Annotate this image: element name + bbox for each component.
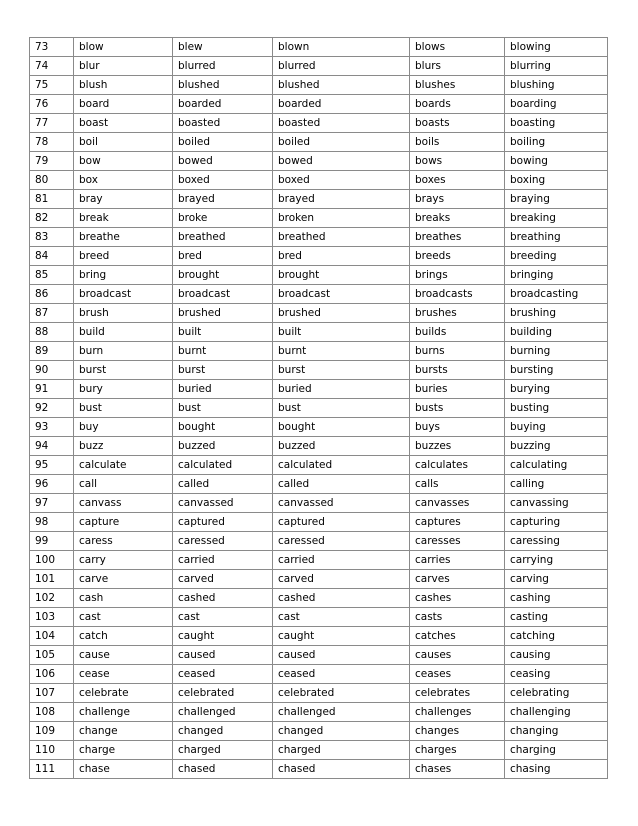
row-number-cell: 75 — [30, 76, 74, 95]
table-row — [30, 532, 608, 551]
past-simple-cell: canvassed — [173, 494, 273, 513]
row-number-cell: 110 — [30, 741, 74, 760]
third-person-cell: chases — [410, 760, 505, 779]
table-row — [30, 494, 608, 513]
present-participle-cell: calling — [505, 475, 608, 494]
third-person-cell: calculates — [410, 456, 505, 475]
third-person-cell: carves — [410, 570, 505, 589]
row-number-cell: 97 — [30, 494, 74, 513]
past-participle-cell: carved — [273, 570, 410, 589]
table-row — [30, 475, 608, 494]
base-form-cell: change — [74, 722, 173, 741]
table-row — [30, 399, 608, 418]
row-number-cell: 93 — [30, 418, 74, 437]
table-row — [30, 152, 608, 171]
table-row — [30, 418, 608, 437]
base-form-cell: burn — [74, 342, 173, 361]
third-person-cell: brings — [410, 266, 505, 285]
base-form-cell: carve — [74, 570, 173, 589]
past-participle-cell: changed — [273, 722, 410, 741]
present-participle-cell: buzzing — [505, 437, 608, 456]
past-simple-cell: buried — [173, 380, 273, 399]
past-simple-cell: burst — [173, 361, 273, 380]
past-simple-cell: boiled — [173, 133, 273, 152]
present-participle-cell: building — [505, 323, 608, 342]
base-form-cell: break — [74, 209, 173, 228]
row-number-cell: 94 — [30, 437, 74, 456]
past-participle-cell: caused — [273, 646, 410, 665]
third-person-cell: broadcasts — [410, 285, 505, 304]
past-simple-cell: blew — [173, 38, 273, 57]
past-participle-cell: buzzed — [273, 437, 410, 456]
base-form-cell: canvass — [74, 494, 173, 513]
base-form-cell: breathe — [74, 228, 173, 247]
past-simple-cell: bred — [173, 247, 273, 266]
third-person-cell: charges — [410, 741, 505, 760]
past-participle-cell: ceased — [273, 665, 410, 684]
row-number-cell: 107 — [30, 684, 74, 703]
base-form-cell: brush — [74, 304, 173, 323]
past-simple-cell: bought — [173, 418, 273, 437]
present-participle-cell: boarding — [505, 95, 608, 114]
table-row — [30, 76, 608, 95]
past-participle-cell: captured — [273, 513, 410, 532]
past-simple-cell: caught — [173, 627, 273, 646]
present-participle-cell: bowing — [505, 152, 608, 171]
third-person-cell: carries — [410, 551, 505, 570]
row-number-cell: 91 — [30, 380, 74, 399]
row-number-cell: 82 — [30, 209, 74, 228]
past-simple-cell: challenged — [173, 703, 273, 722]
present-participle-cell: carrying — [505, 551, 608, 570]
present-participle-cell: braying — [505, 190, 608, 209]
past-simple-cell: caressed — [173, 532, 273, 551]
past-participle-cell: breathed — [273, 228, 410, 247]
row-number-cell: 85 — [30, 266, 74, 285]
base-form-cell: bury — [74, 380, 173, 399]
past-participle-cell: cast — [273, 608, 410, 627]
table-row — [30, 133, 608, 152]
past-simple-cell: bust — [173, 399, 273, 418]
third-person-cell: blushes — [410, 76, 505, 95]
present-participle-cell: changing — [505, 722, 608, 741]
third-person-cell: brays — [410, 190, 505, 209]
past-participle-cell: brushed — [273, 304, 410, 323]
base-form-cell: buzz — [74, 437, 173, 456]
present-participle-cell: burning — [505, 342, 608, 361]
table-row — [30, 209, 608, 228]
present-participle-cell: broadcasting — [505, 285, 608, 304]
past-simple-cell: boasted — [173, 114, 273, 133]
row-number-cell: 103 — [30, 608, 74, 627]
third-person-cell: canvasses — [410, 494, 505, 513]
table-row — [30, 456, 608, 475]
past-participle-cell: caressed — [273, 532, 410, 551]
third-person-cell: burns — [410, 342, 505, 361]
base-form-cell: cast — [74, 608, 173, 627]
past-participle-cell: cashed — [273, 589, 410, 608]
past-simple-cell: called — [173, 475, 273, 494]
third-person-cell: ceases — [410, 665, 505, 684]
row-number-cell: 99 — [30, 532, 74, 551]
present-participle-cell: carving — [505, 570, 608, 589]
third-person-cell: boasts — [410, 114, 505, 133]
table-row — [30, 570, 608, 589]
base-form-cell: broadcast — [74, 285, 173, 304]
third-person-cell: boards — [410, 95, 505, 114]
row-number-cell: 105 — [30, 646, 74, 665]
present-participle-cell: cashing — [505, 589, 608, 608]
present-participle-cell: busting — [505, 399, 608, 418]
past-participle-cell: brought — [273, 266, 410, 285]
past-participle-cell: chased — [273, 760, 410, 779]
base-form-cell: bust — [74, 399, 173, 418]
base-form-cell: bow — [74, 152, 173, 171]
past-participle-cell: celebrated — [273, 684, 410, 703]
past-simple-cell: burnt — [173, 342, 273, 361]
row-number-cell: 78 — [30, 133, 74, 152]
present-participle-cell: blurring — [505, 57, 608, 76]
base-form-cell: calculate — [74, 456, 173, 475]
past-simple-cell: chased — [173, 760, 273, 779]
past-simple-cell: caused — [173, 646, 273, 665]
third-person-cell: catches — [410, 627, 505, 646]
base-form-cell: build — [74, 323, 173, 342]
table-row — [30, 361, 608, 380]
past-simple-cell: bowed — [173, 152, 273, 171]
table-row — [30, 646, 608, 665]
third-person-cell: blurs — [410, 57, 505, 76]
past-participle-cell: charged — [273, 741, 410, 760]
past-participle-cell: boxed — [273, 171, 410, 190]
past-participle-cell: canvassed — [273, 494, 410, 513]
row-number-cell: 88 — [30, 323, 74, 342]
past-simple-cell: broke — [173, 209, 273, 228]
present-participle-cell: ceasing — [505, 665, 608, 684]
table-row — [30, 551, 608, 570]
past-participle-cell: caught — [273, 627, 410, 646]
base-form-cell: cause — [74, 646, 173, 665]
row-number-cell: 89 — [30, 342, 74, 361]
third-person-cell: busts — [410, 399, 505, 418]
present-participle-cell: blowing — [505, 38, 608, 57]
base-form-cell: box — [74, 171, 173, 190]
present-participle-cell: boasting — [505, 114, 608, 133]
present-participle-cell: calculating — [505, 456, 608, 475]
past-participle-cell: carried — [273, 551, 410, 570]
table-row — [30, 95, 608, 114]
past-participle-cell: boarded — [273, 95, 410, 114]
present-participle-cell: causing — [505, 646, 608, 665]
row-number-cell: 90 — [30, 361, 74, 380]
row-number-cell: 111 — [30, 760, 74, 779]
table-row — [30, 665, 608, 684]
base-form-cell: cash — [74, 589, 173, 608]
table-row — [30, 171, 608, 190]
table-row — [30, 627, 608, 646]
row-number-cell: 84 — [30, 247, 74, 266]
past-participle-cell: burnt — [273, 342, 410, 361]
third-person-cell: breathes — [410, 228, 505, 247]
third-person-cell: bows — [410, 152, 505, 171]
past-simple-cell: captured — [173, 513, 273, 532]
table-row — [30, 722, 608, 741]
past-simple-cell: built — [173, 323, 273, 342]
third-person-cell: changes — [410, 722, 505, 741]
past-simple-cell: blushed — [173, 76, 273, 95]
third-person-cell: caresses — [410, 532, 505, 551]
table-row — [30, 380, 608, 399]
past-simple-cell: carried — [173, 551, 273, 570]
present-participle-cell: bringing — [505, 266, 608, 285]
past-participle-cell: blown — [273, 38, 410, 57]
base-form-cell: blur — [74, 57, 173, 76]
past-participle-cell: calculated — [273, 456, 410, 475]
past-simple-cell: carved — [173, 570, 273, 589]
table-row — [30, 342, 608, 361]
present-participle-cell: capturing — [505, 513, 608, 532]
table-row — [30, 589, 608, 608]
present-participle-cell: celebrating — [505, 684, 608, 703]
table-row — [30, 684, 608, 703]
table-row — [30, 247, 608, 266]
third-person-cell: builds — [410, 323, 505, 342]
table-row — [30, 190, 608, 209]
past-participle-cell: bust — [273, 399, 410, 418]
row-number-cell: 100 — [30, 551, 74, 570]
past-participle-cell: blurred — [273, 57, 410, 76]
row-number-cell: 81 — [30, 190, 74, 209]
present-participle-cell: chasing — [505, 760, 608, 779]
third-person-cell: cashes — [410, 589, 505, 608]
row-number-cell: 87 — [30, 304, 74, 323]
third-person-cell: breaks — [410, 209, 505, 228]
row-number-cell: 98 — [30, 513, 74, 532]
table-row — [30, 513, 608, 532]
present-participle-cell: blushing — [505, 76, 608, 95]
third-person-cell: breeds — [410, 247, 505, 266]
table-row — [30, 741, 608, 760]
row-number-cell: 109 — [30, 722, 74, 741]
base-form-cell: boil — [74, 133, 173, 152]
row-number-cell: 74 — [30, 57, 74, 76]
row-number-cell: 104 — [30, 627, 74, 646]
past-participle-cell: built — [273, 323, 410, 342]
row-number-cell: 77 — [30, 114, 74, 133]
past-participle-cell: bowed — [273, 152, 410, 171]
base-form-cell: carry — [74, 551, 173, 570]
table-row — [30, 703, 608, 722]
third-person-cell: brushes — [410, 304, 505, 323]
present-participle-cell: boxing — [505, 171, 608, 190]
past-simple-cell: cast — [173, 608, 273, 627]
present-participle-cell: burying — [505, 380, 608, 399]
base-form-cell: bring — [74, 266, 173, 285]
past-simple-cell: charged — [173, 741, 273, 760]
past-participle-cell: bought — [273, 418, 410, 437]
past-participle-cell: broadcast — [273, 285, 410, 304]
base-form-cell: burst — [74, 361, 173, 380]
table-row — [30, 38, 608, 57]
third-person-cell: bursts — [410, 361, 505, 380]
present-participle-cell: boiling — [505, 133, 608, 152]
row-number-cell: 76 — [30, 95, 74, 114]
table-row — [30, 304, 608, 323]
third-person-cell: blows — [410, 38, 505, 57]
base-form-cell: blow — [74, 38, 173, 57]
present-participle-cell: canvassing — [505, 494, 608, 513]
verb-forms-table — [29, 37, 608, 779]
table-row — [30, 437, 608, 456]
present-participle-cell: breaking — [505, 209, 608, 228]
present-participle-cell: charging — [505, 741, 608, 760]
base-form-cell: caress — [74, 532, 173, 551]
past-participle-cell: buried — [273, 380, 410, 399]
third-person-cell: calls — [410, 475, 505, 494]
third-person-cell: celebrates — [410, 684, 505, 703]
base-form-cell: board — [74, 95, 173, 114]
table-row — [30, 114, 608, 133]
past-simple-cell: broadcast — [173, 285, 273, 304]
base-form-cell: blush — [74, 76, 173, 95]
base-form-cell: call — [74, 475, 173, 494]
past-simple-cell: ceased — [173, 665, 273, 684]
base-form-cell: celebrate — [74, 684, 173, 703]
table-row — [30, 323, 608, 342]
past-simple-cell: blurred — [173, 57, 273, 76]
row-number-cell: 79 — [30, 152, 74, 171]
past-simple-cell: changed — [173, 722, 273, 741]
present-participle-cell: brushing — [505, 304, 608, 323]
verb-forms-table-body — [30, 38, 608, 779]
row-number-cell: 95 — [30, 456, 74, 475]
row-number-cell: 86 — [30, 285, 74, 304]
past-simple-cell: cashed — [173, 589, 273, 608]
present-participle-cell: buying — [505, 418, 608, 437]
third-person-cell: buzzes — [410, 437, 505, 456]
row-number-cell: 83 — [30, 228, 74, 247]
present-participle-cell: caressing — [505, 532, 608, 551]
table-row — [30, 285, 608, 304]
third-person-cell: casts — [410, 608, 505, 627]
past-participle-cell: burst — [273, 361, 410, 380]
base-form-cell: challenge — [74, 703, 173, 722]
base-form-cell: cease — [74, 665, 173, 684]
present-participle-cell: breathing — [505, 228, 608, 247]
row-number-cell: 96 — [30, 475, 74, 494]
base-form-cell: bray — [74, 190, 173, 209]
table-row — [30, 228, 608, 247]
past-simple-cell: celebrated — [173, 684, 273, 703]
past-simple-cell: brushed — [173, 304, 273, 323]
row-number-cell: 101 — [30, 570, 74, 589]
past-simple-cell: boxed — [173, 171, 273, 190]
third-person-cell: boils — [410, 133, 505, 152]
row-number-cell: 102 — [30, 589, 74, 608]
row-number-cell: 80 — [30, 171, 74, 190]
third-person-cell: captures — [410, 513, 505, 532]
third-person-cell: challenges — [410, 703, 505, 722]
third-person-cell: boxes — [410, 171, 505, 190]
past-simple-cell: calculated — [173, 456, 273, 475]
past-participle-cell: boasted — [273, 114, 410, 133]
row-number-cell: 73 — [30, 38, 74, 57]
base-form-cell: buy — [74, 418, 173, 437]
third-person-cell: buries — [410, 380, 505, 399]
past-participle-cell: called — [273, 475, 410, 494]
present-participle-cell: catching — [505, 627, 608, 646]
past-simple-cell: brought — [173, 266, 273, 285]
present-participle-cell: casting — [505, 608, 608, 627]
past-simple-cell: buzzed — [173, 437, 273, 456]
table-row — [30, 57, 608, 76]
third-person-cell: buys — [410, 418, 505, 437]
base-form-cell: catch — [74, 627, 173, 646]
past-participle-cell: challenged — [273, 703, 410, 722]
table-row — [30, 266, 608, 285]
past-simple-cell: breathed — [173, 228, 273, 247]
base-form-cell: charge — [74, 741, 173, 760]
base-form-cell: chase — [74, 760, 173, 779]
past-participle-cell: bred — [273, 247, 410, 266]
base-form-cell: boast — [74, 114, 173, 133]
past-simple-cell: boarded — [173, 95, 273, 114]
past-simple-cell: brayed — [173, 190, 273, 209]
present-participle-cell: breeding — [505, 247, 608, 266]
present-participle-cell: bursting — [505, 361, 608, 380]
base-form-cell: capture — [74, 513, 173, 532]
past-participle-cell: boiled — [273, 133, 410, 152]
row-number-cell: 106 — [30, 665, 74, 684]
past-participle-cell: broken — [273, 209, 410, 228]
third-person-cell: causes — [410, 646, 505, 665]
past-participle-cell: blushed — [273, 76, 410, 95]
past-participle-cell: brayed — [273, 190, 410, 209]
base-form-cell: breed — [74, 247, 173, 266]
table-row — [30, 760, 608, 779]
present-participle-cell: challenging — [505, 703, 608, 722]
table-row — [30, 608, 608, 627]
row-number-cell: 108 — [30, 703, 74, 722]
row-number-cell: 92 — [30, 399, 74, 418]
